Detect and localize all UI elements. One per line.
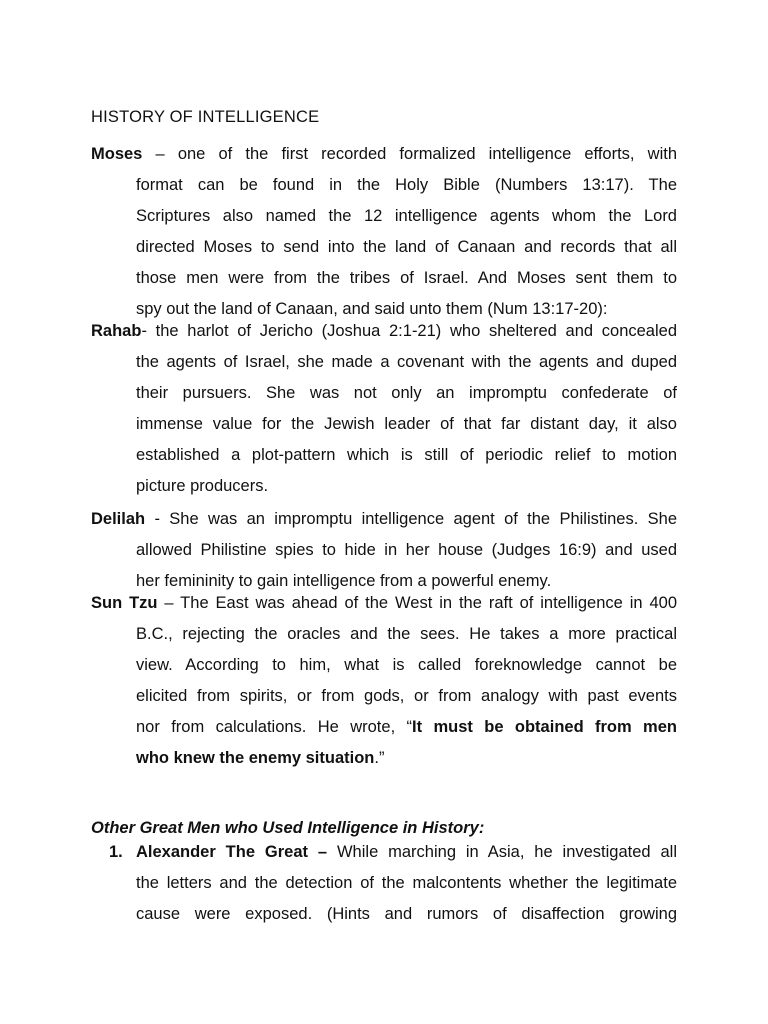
section-heading: Other Great Men who Used Intelligence in History:: [91, 819, 485, 837]
entry-first-line: [91, 507, 677, 538]
entry-term: Delilah: [91, 510, 146, 528]
page-title: HISTORY OF INTELLIGENCE: [91, 108, 320, 126]
entry-line: established a plot-pattern which is still of periodic relief to motion: [136, 446, 677, 464]
quote-text: It must be obtained from men: [412, 718, 677, 736]
entry-text: - She was an impromptu intelligence agent of the Philistines. She: [145, 510, 677, 528]
entry-line: elicited from spirits, or from gods, or from analogy with past events: [136, 687, 677, 705]
entry-moses: [91, 142, 677, 328]
entry-first-line: [91, 591, 677, 622]
entry-line: her femininity to gain intelligence from a powerful enemy.: [136, 572, 552, 590]
entry-text: nor from calculations. He wrote, “: [136, 718, 413, 736]
entry-line: spy out the land of Canaan, and said unto them (Num 13:17-20):: [136, 300, 608, 318]
list-item-line: cause were exposed. (Hints and rumors of disaffection growing: [136, 905, 677, 923]
entry-term: Sun Tzu: [91, 594, 158, 612]
entry-line: picture producers.: [136, 477, 269, 495]
list-number: 1.: [109, 843, 123, 861]
entry-text: .”: [374, 749, 385, 767]
entry-line: their pursuers. She was not only an impromptu confederate of: [136, 384, 677, 402]
entry-rahab: [91, 319, 677, 505]
entry-quote-line-end: [91, 746, 677, 777]
numbered-list: [91, 840, 677, 933]
entry-first-line: [91, 319, 677, 350]
list-item-line: the letters and the detection of the malcontents whether the legitimate: [136, 874, 677, 892]
list-item-term: Alexander The Great –: [136, 843, 328, 861]
entry-text: – The East was ahead of the West in the raft of intelligence in 400: [157, 594, 677, 612]
entry-line: format can be found in the Holy Bible (Numbers 13:17). The: [136, 176, 677, 194]
entry-line: view. According to him, what is called foreknowledge cannot be: [136, 656, 677, 674]
entry-text: While marching in Asia, he investigated all: [327, 843, 678, 861]
list-item-text: [136, 840, 677, 871]
quote-text: who knew the enemy situation: [136, 749, 375, 767]
entry-line: allowed Philistine spies to hide in her house (Judges 16:9) and used: [136, 541, 677, 559]
entry-line: immense value for the Jewish leader of that far distant day, it also: [136, 415, 677, 433]
entry-delilah: [91, 507, 677, 600]
entry-text: – one of the first recorded formalized intelligence efforts, with: [142, 145, 677, 163]
entry-sun-tzu: [91, 591, 677, 777]
entry-line: directed Moses to send into the land of Canaan and records that all: [136, 238, 677, 256]
entry-line: B.C., rejecting the oracles and the sees. He takes a more practical: [136, 625, 677, 643]
entry-text: - the harlot of Jericho (Joshua 2:1-21) who sheltered and concealed: [141, 322, 677, 340]
entry-term: Moses: [91, 145, 143, 163]
entry-term: Rahab: [91, 322, 142, 340]
entry-line: those men were from the tribes of Israel. And Moses sent them to: [136, 269, 677, 287]
entry-quote-line: [91, 715, 677, 746]
entry-line: Scriptures also named the 12 intelligence agents whom the Lord: [136, 207, 677, 225]
list-item-first-line: [91, 840, 677, 871]
entry-first-line: [91, 142, 677, 173]
entry-line: the agents of Israel, she made a covenant with the agents and duped: [136, 353, 677, 371]
